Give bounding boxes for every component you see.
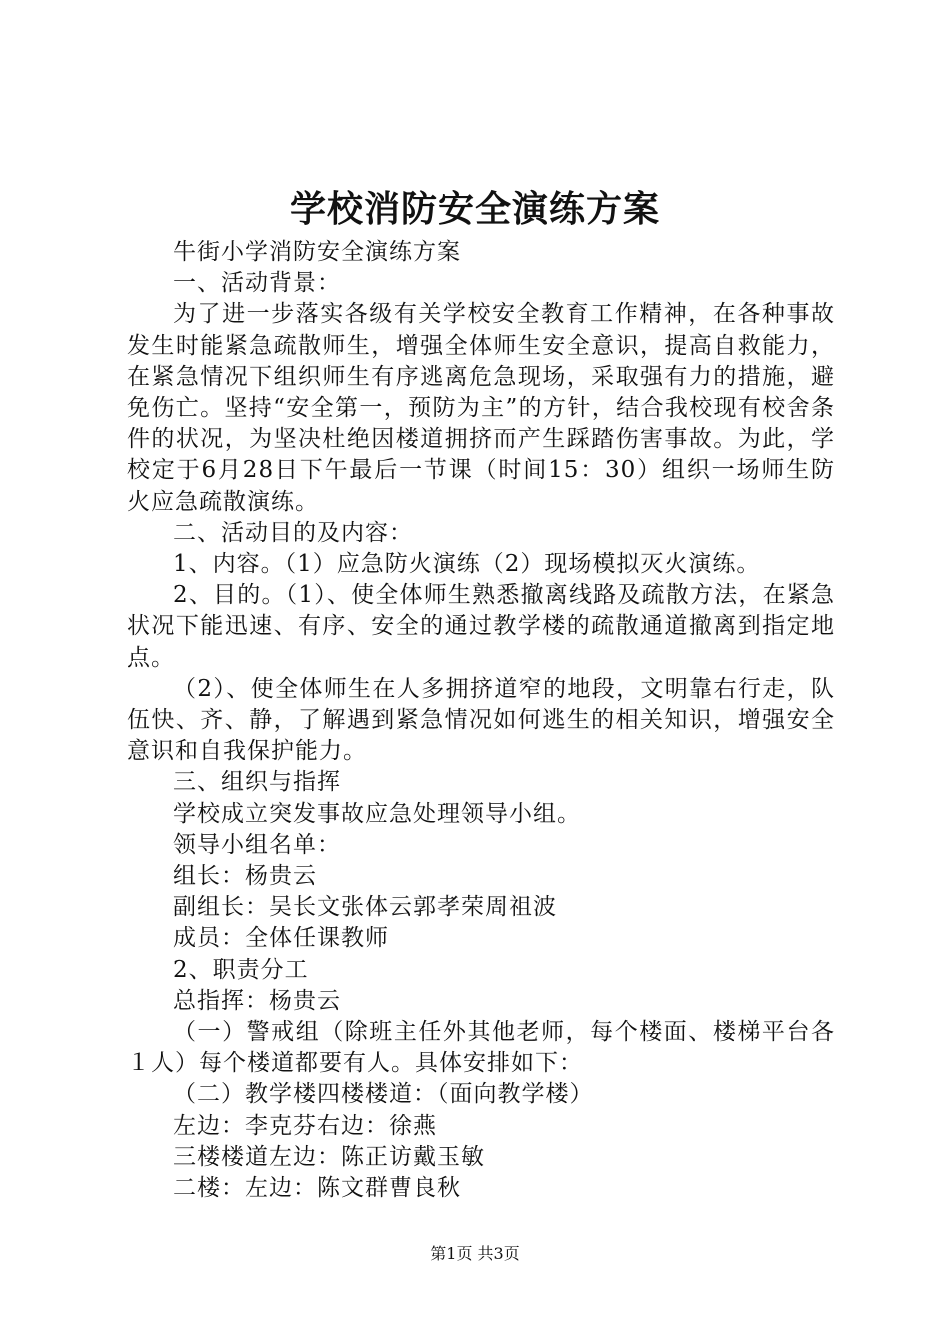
page-number-footer: 第1页 共3页 (430, 1244, 520, 1263)
paragraph: 二楼：左边：陈文群曹良秋 (173, 1175, 461, 1202)
paragraph: 副组长：吴长文张体云郭孝荣周祖波 (173, 894, 557, 921)
paragraph: 学校成立突发事故应急处理领导小组。 (173, 800, 581, 827)
paragraph: 二、活动目的及内容： (173, 519, 413, 546)
paragraph: 1、内容。（1）应急防火演练（2）现场模拟灭火演练。 (173, 551, 761, 578)
paragraph: 牛街小学消防安全演练方案 (173, 239, 461, 265)
paragraph: （一）警戒组（除班主任外其他老师，每个楼面、楼梯平台各１人）每个楼道都要有人。具体安排如下： (127, 1019, 835, 1077)
paragraph: 组长：杨贵云 (173, 863, 317, 890)
paragraph: 三、组织与指挥 (173, 769, 341, 796)
paragraph: 为了进一步落实各级有关学校安全教育工作精神，在各种事故发生时能紧急疏散师生，增强全体师生安全意识，提高自救能力，在紧急情况下组织师生有序逃离危急现场，采取强有力的措施，避免伤亡。坚持“安全第一，预防为主”的方针，结合我校现有校舍条件的状况，为坚决杜绝因楼道拥挤而产生踩踏伤害事故。为此，学校定于6月28日下午最后一节课（时间15：30）组织一场师生防火应急疏散演练。 (127, 301, 835, 515)
paragraph: 一、活动背景： (173, 270, 341, 297)
paragraph: 成员：全体任课教师 (173, 925, 389, 952)
paragraph: （2）、使全体师生在人多拥挤道窄的地段，文明靠右行走，队伍快、齐、静，了解遇到紧急情况如何逃生的相关知识，增强安全意识和自我保护能力。 (127, 675, 835, 765)
paragraph: （二）教学楼四楼楼道：（面向教学楼） (173, 1081, 594, 1108)
paragraph: 总指挥：杨贵云 (173, 987, 341, 1014)
paragraph: 领导小组名单： (173, 831, 341, 858)
document-title: 学校消防安全演练方案 (289, 188, 660, 230)
paragraph: 左边：李克芬右边：徐燕 (173, 1112, 437, 1139)
paragraph: 三楼楼道左边：陈正访戴玉敏 (173, 1143, 485, 1170)
paragraph: 2、职责分工 (173, 956, 309, 983)
document-body (127, 237, 835, 1204)
paragraph: 2、目的。（1）、使全体师生熟悉撤离线路及疏散方法，在紧急状况下能迅速、有序、安全的通过教学楼的疏散通道撤离到指定地点。 (127, 582, 835, 671)
